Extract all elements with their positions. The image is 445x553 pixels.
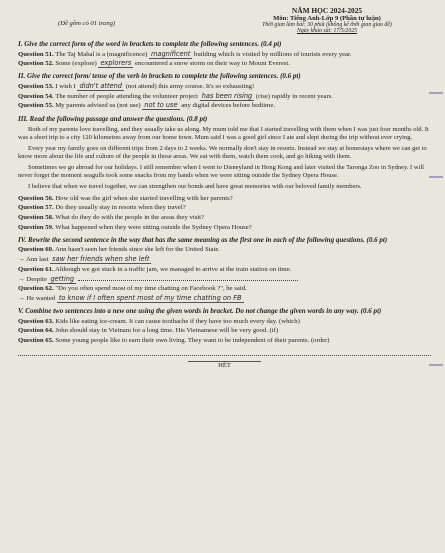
handwritten-answer: has been rising [201,91,253,100]
question-64: Question 64. John should stay in Vietnam for a long time. His Vietnamese will be very good. (if) [18,327,279,335]
rewrite-line-61: → Despite getting [18,275,431,284]
exam-info [227,6,427,34]
question-65: Question 65. Some young people like to earn their own living. They want to be independent of their parents. (order) [18,337,330,345]
question-number: Question 65. [18,337,54,345]
margin-mark [429,364,443,366]
handwritten-answer: explorers [100,59,132,68]
handwritten-answer: magnificent [150,49,191,58]
subject: Môn: Tiếng Anh-Lớp 9 (Phần tự luận) [273,15,381,22]
time-limit: Thời gian làm bài: 30 phút (không kể thời gian giao đề) [262,22,392,28]
exam-date: Ngày khảo sát: 17/5/2025 [296,28,358,34]
answer-blank [78,280,298,281]
section-3-title: III. Read the following passage and answer the questions. (0.8 pt) [18,114,208,123]
question-63: Question 63. Kids like eating ice-cream. It can cause toothache if they have too much every day. (which) [18,317,300,325]
question-number: Question 63. [18,317,54,325]
question-number: Question 58. [18,214,54,222]
handwritten-answer: not to use [144,101,178,110]
question-number: Question 64. [18,327,54,335]
question-number: Question 53. [18,82,54,90]
question-58: Question 58. What do they do with the people in the areas they visit? [18,214,204,222]
handwritten-answer: didn't attend [79,81,122,90]
section-2-title: II. Give the correct form/ tense of the verb in brackets to complete the following sentences. (0.6 pt) [18,72,301,81]
question-number: Question 59. [18,223,54,231]
passage-paragraph: I believe that when we travel together, we can strengthen our bonds and have great memories with our beloved family members. [28,183,362,191]
question-number: Question 52. [18,60,54,68]
section-4-title: IV. Rewrite the second sentence in the way that has the same meaning as the first one in each of the following questions. (0.6 pt) [18,235,388,244]
passage-paragraph: Every year my family goes on different trips from 2 days to 2 weeks. We normally don't stay in resorts. Instead we stay at homestays where we can get to know more about the life and culture of the people in those areas. We eat with them, watch them cook, and go hiking with them. [18,144,427,161]
passage-paragraph: Both of my parents love travelling, and they usually take us along. My mum told me that I started travelling with them when I was just four months old. It was a short trip to a city 120 kilometres away from our home town. Mum said I was a good girl since I ate and slept during the trip without ever crying. [18,125,429,142]
question-number: Question 55. [18,102,54,110]
question-52: Question 52. Some (explore) explorers encountered a snow storm on their way to Mount Everest. [18,59,290,68]
section-5-title: V. Combine two sentences into a new one using the given words in bracket. Do not change the given words in any way. (0.6 pt) [18,307,382,316]
question-number: Question 54. [18,92,54,100]
end-marker: HẾT [18,362,431,369]
page-count: (Đề gồm có 01 trang) [58,20,116,27]
exam-header [18,6,431,36]
answer-line [18,346,431,356]
question-53: Question 53. I wish I didn't attend (not attend) this army course. It's so exhausting! [18,81,255,90]
question-59: Question 59. What happened when they were sitting outside the Sydney Opera House? [18,223,252,231]
question-number: Question 62. [18,285,54,293]
passage-paragraph: Sometimes we go abroad for our holidays. I still remember when I went to Disneyland in Hong Kong and later visited the Taronga Zoo in Sydney. I will never forget the moment seagulls took some snacks from my hands when we were sitting outside the Sydney Opera House. [18,163,424,180]
question-57: Question 57. Do they usually stay in resorts when they travel? [18,204,186,212]
question-number: Question 60. [18,246,54,254]
question-number: Question 61. [18,265,54,273]
handwritten-answer: saw her friends when she left [52,255,150,264]
rewrite-line-60: → Ann last saw her friends when she left [18,255,150,264]
handwritten-answer: getting [50,274,75,283]
question-61: Question 61. Although we got stuck in a traffic jam, we managed to arrive at the train station on time. [18,265,292,273]
question-51: Question 51. The Taj Mahal is a (magnificence) magnificent building which is visited by millions of tourists every year. [18,49,352,58]
rewrite-line-62: → He wanted to know if I often spent most of my time chatting on FB [18,294,242,302]
question-60: Question 60. Ann hasn't seen her friends since she left for the United State. [18,246,220,254]
margin-mark [429,176,443,178]
question-number: Question 51. [18,50,54,58]
question-62: Question 62. "Do you often spend most of my time chatting on Facebook ?", he said. [18,285,247,293]
margin-mark [429,92,443,94]
question-number: Question 57. [18,204,54,212]
question-56: Question 56. How old was the girl when she started travelling with her parents? [18,194,233,202]
section-1-title: I. Give the correct form of the word in brackets to complete the following sentences. (0.4 pt) [18,40,282,48]
school-year: NĂM HỌC 2024-2025 [291,6,363,15]
question-55: Question 55. My parents advised us (not use) not to use any digital devices before bedtime. [18,101,275,110]
question-54: Question 54. The number of people attending the volunteer project has been rising (rise) rapidly in recent years. [18,91,333,100]
handwritten-answer: to know if I often spent most of my time chatting on FB [58,294,242,302]
question-number: Question 56. [18,194,54,202]
